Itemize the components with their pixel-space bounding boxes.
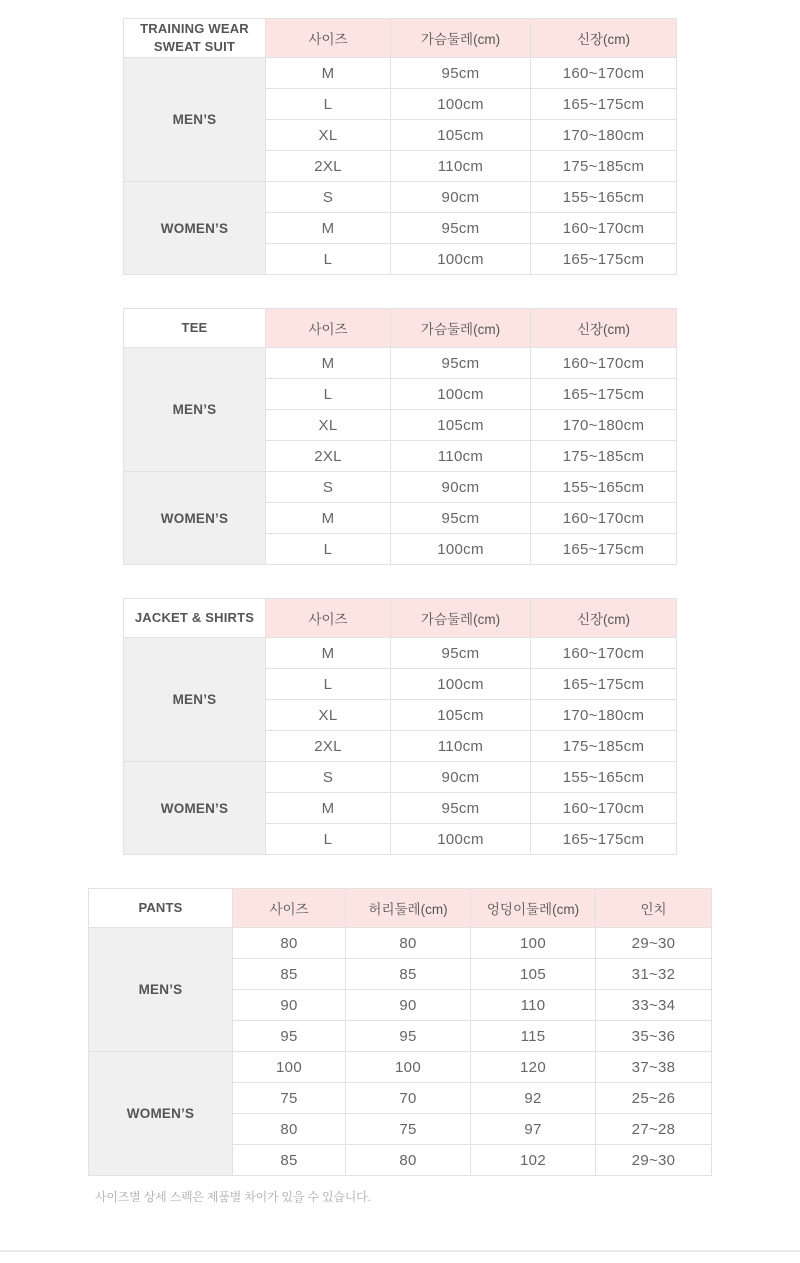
group-label: MEN’S	[124, 348, 266, 472]
data-cell: 95cm	[391, 58, 531, 89]
column-header: 사이즈	[266, 599, 391, 638]
data-cell: 90cm	[391, 182, 531, 213]
data-cell: 110cm	[391, 731, 531, 762]
table-row	[124, 638, 677, 669]
data-cell: 105cm	[391, 120, 531, 151]
column-header: 신장(cm)	[531, 309, 677, 348]
column-header: 허리둘레(cm)	[346, 889, 471, 928]
data-cell: M	[266, 213, 391, 244]
data-cell: 85	[346, 959, 471, 990]
column-header: 가슴둘레(cm)	[391, 599, 531, 638]
data-cell: L	[266, 379, 391, 410]
data-cell: S	[266, 182, 391, 213]
data-cell: 100cm	[391, 669, 531, 700]
data-cell: 100cm	[391, 824, 531, 855]
data-cell: 29~30	[596, 928, 712, 959]
size-table-jacket-shirts	[123, 598, 677, 855]
group-label: MEN’S	[124, 58, 266, 182]
data-cell: 100	[346, 1052, 471, 1083]
data-cell: 102	[471, 1145, 596, 1176]
data-cell: 95cm	[391, 213, 531, 244]
column-header: 사이즈	[266, 309, 391, 348]
data-cell: L	[266, 824, 391, 855]
data-cell: 2XL	[266, 731, 391, 762]
size-chart-page	[0, 18, 800, 1205]
data-cell: 110cm	[391, 151, 531, 182]
size-tables	[0, 18, 800, 1176]
column-header: 가슴둘레(cm)	[391, 19, 531, 58]
data-cell: 95	[233, 1021, 346, 1052]
data-cell: 27~28	[596, 1114, 712, 1145]
data-cell: 175~185cm	[531, 731, 677, 762]
data-cell: 160~170cm	[531, 793, 677, 824]
table-title: JACKET & SHIRTS	[124, 599, 266, 638]
data-cell: 85	[233, 959, 346, 990]
table-row	[124, 762, 677, 793]
data-cell: M	[266, 348, 391, 379]
data-cell: 90	[346, 990, 471, 1021]
data-cell: 75	[346, 1114, 471, 1145]
group-label: WOMEN’S	[124, 762, 266, 855]
data-cell: XL	[266, 120, 391, 151]
data-cell: 95	[346, 1021, 471, 1052]
group-label: MEN’S	[124, 638, 266, 762]
data-cell: 80	[346, 1145, 471, 1176]
data-cell: 155~165cm	[531, 182, 677, 213]
data-cell: 97	[471, 1114, 596, 1145]
data-cell: 100cm	[391, 89, 531, 120]
data-cell: 105cm	[391, 700, 531, 731]
data-cell: 165~175cm	[531, 244, 677, 275]
data-cell: 165~175cm	[531, 824, 677, 855]
data-cell: 120	[471, 1052, 596, 1083]
data-cell: 160~170cm	[531, 213, 677, 244]
footer-note: 사이즈별 상세 스펙은 제품별 차이가 있을 수 있습니다.	[95, 1190, 371, 1204]
data-cell: 175~185cm	[531, 441, 677, 472]
data-cell: M	[266, 503, 391, 534]
table-title: TEE	[124, 309, 266, 348]
data-cell: 70	[346, 1083, 471, 1114]
data-cell: M	[266, 793, 391, 824]
data-cell: 90cm	[391, 762, 531, 793]
data-cell: 2XL	[266, 441, 391, 472]
header-row	[124, 599, 677, 638]
table-row	[124, 182, 677, 213]
table-title: PANTS	[89, 889, 233, 928]
size-table-tee	[123, 308, 677, 565]
data-cell: 105cm	[391, 410, 531, 441]
table-row	[124, 348, 677, 379]
data-cell: 160~170cm	[531, 503, 677, 534]
data-cell: 80	[233, 928, 346, 959]
data-cell: 92	[471, 1083, 596, 1114]
data-cell: L	[266, 89, 391, 120]
data-cell: M	[266, 58, 391, 89]
data-cell: 80	[346, 928, 471, 959]
data-cell: 165~175cm	[531, 669, 677, 700]
data-cell: 2XL	[266, 151, 391, 182]
data-cell: 170~180cm	[531, 410, 677, 441]
data-cell: 85	[233, 1145, 346, 1176]
column-header: 엉덩이둘레(cm)	[471, 889, 596, 928]
data-cell: 160~170cm	[531, 348, 677, 379]
data-cell: 100cm	[391, 534, 531, 565]
size-table-training-wear-sweat-suit	[123, 18, 677, 275]
data-cell: 115	[471, 1021, 596, 1052]
data-cell: 90	[233, 990, 346, 1021]
data-cell: M	[266, 638, 391, 669]
column-header: 사이즈	[233, 889, 346, 928]
data-cell: 29~30	[596, 1145, 712, 1176]
header-row	[89, 889, 712, 928]
table-title: TRAINING WEAR SWEAT SUIT	[124, 19, 266, 58]
data-cell: 175~185cm	[531, 151, 677, 182]
data-cell: 100cm	[391, 379, 531, 410]
table-row	[89, 928, 712, 959]
data-cell: XL	[266, 700, 391, 731]
data-cell: 165~175cm	[531, 534, 677, 565]
data-cell: 90cm	[391, 472, 531, 503]
table-row	[124, 472, 677, 503]
data-cell: XL	[266, 410, 391, 441]
data-cell: 165~175cm	[531, 89, 677, 120]
data-cell: 110	[471, 990, 596, 1021]
data-cell: L	[266, 669, 391, 700]
header-row	[124, 19, 677, 58]
table-row	[89, 1052, 712, 1083]
column-header: 신장(cm)	[531, 599, 677, 638]
size-table-pants	[88, 888, 712, 1176]
data-cell: 95cm	[391, 793, 531, 824]
data-cell: L	[266, 244, 391, 275]
data-cell: 105	[471, 959, 596, 990]
data-cell: 155~165cm	[531, 472, 677, 503]
group-label: WOMEN’S	[124, 182, 266, 275]
data-cell: 75	[233, 1083, 346, 1114]
data-cell: L	[266, 534, 391, 565]
table-row	[124, 58, 677, 89]
data-cell: 35~36	[596, 1021, 712, 1052]
group-label: MEN’S	[89, 928, 233, 1052]
column-header: 신장(cm)	[531, 19, 677, 58]
data-cell: 95cm	[391, 348, 531, 379]
data-cell: S	[266, 472, 391, 503]
data-cell: 95cm	[391, 638, 531, 669]
column-header: 인치	[596, 889, 712, 928]
column-header: 가슴둘레(cm)	[391, 309, 531, 348]
header-row	[124, 309, 677, 348]
data-cell: 100cm	[391, 244, 531, 275]
data-cell: 170~180cm	[531, 700, 677, 731]
data-cell: 31~32	[596, 959, 712, 990]
data-cell: S	[266, 762, 391, 793]
data-cell: 160~170cm	[531, 638, 677, 669]
data-cell: 100	[471, 928, 596, 959]
data-cell: 25~26	[596, 1083, 712, 1114]
bottom-divider	[0, 1250, 800, 1252]
data-cell: 80	[233, 1114, 346, 1145]
data-cell: 170~180cm	[531, 120, 677, 151]
data-cell: 155~165cm	[531, 762, 677, 793]
data-cell: 165~175cm	[531, 379, 677, 410]
data-cell: 110cm	[391, 441, 531, 472]
group-label: WOMEN’S	[124, 472, 266, 565]
data-cell: 100	[233, 1052, 346, 1083]
data-cell: 160~170cm	[531, 58, 677, 89]
group-label: WOMEN’S	[89, 1052, 233, 1176]
data-cell: 37~38	[596, 1052, 712, 1083]
data-cell: 33~34	[596, 990, 712, 1021]
column-header: 사이즈	[266, 19, 391, 58]
data-cell: 95cm	[391, 503, 531, 534]
